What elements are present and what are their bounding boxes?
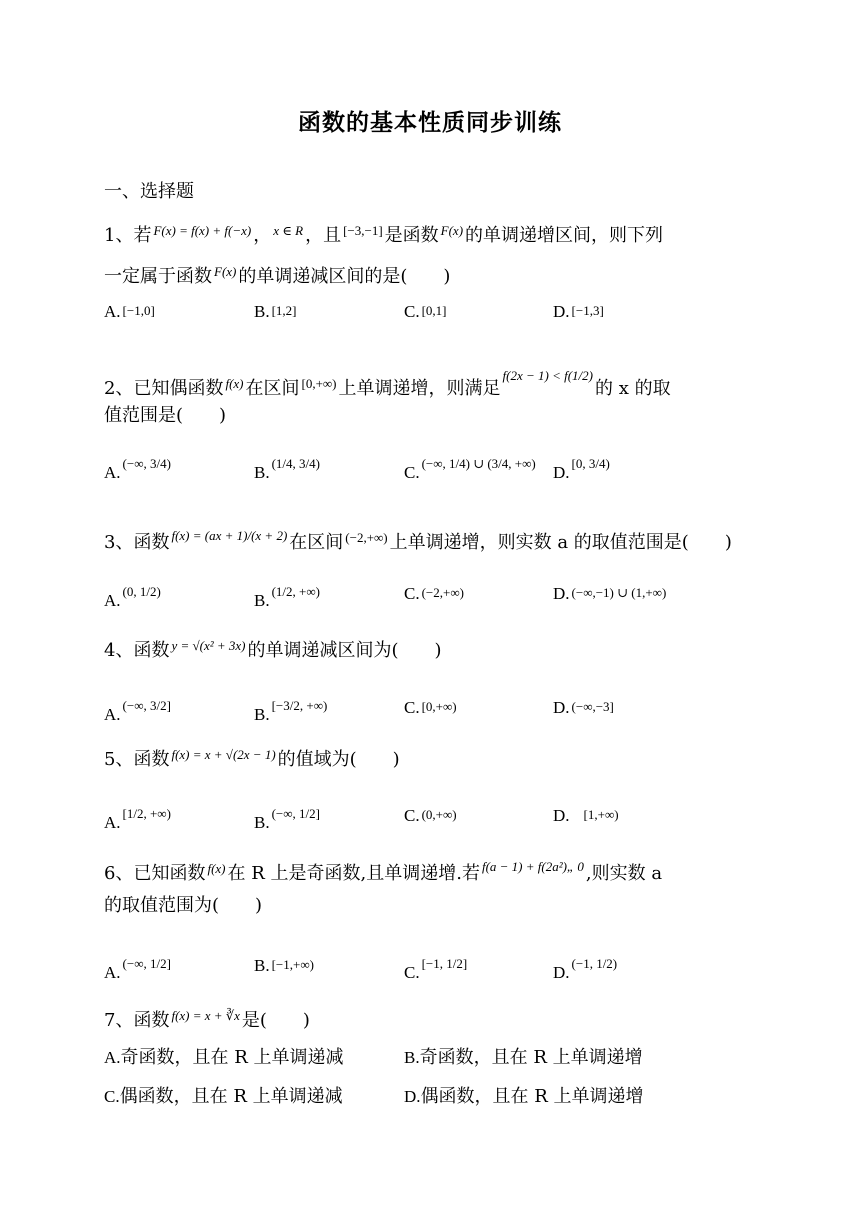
q2-option-b[interactable]: B. (1/4, 3/4)	[254, 456, 320, 482]
question-5-line-1: 5、函数 f(x) = x + √(2x − 1) 的值域为( )	[104, 743, 400, 772]
q4-option-c[interactable]: C. [0,+∞)	[404, 698, 457, 717]
q2-option-c[interactable]: C. (−∞, 1/4) ∪ (3/4, +∞)	[404, 456, 536, 482]
question-3-line-1: 3、函数 f(x) = (ax + 1)/(x + 2) 在区间 (−2,+∞) 上单调递增，则实数 a 的取值范围是( )	[104, 524, 732, 555]
section-heading: 一、选择题	[104, 181, 194, 202]
q6-option-b[interactable]: B. [−1,+∞)	[254, 956, 314, 975]
q1-interval: [−3,−1]	[343, 223, 383, 238]
q1-mid2: 是函数	[384, 225, 439, 246]
q3-interval: (−2,+∞)	[345, 530, 388, 545]
q6-option-a[interactable]: A. (−∞, 1/2]	[104, 956, 171, 982]
q1-line2b: 的单调递减区间的是( )	[238, 266, 451, 287]
q2-func: f(x)	[225, 376, 244, 391]
q1-option-d[interactable]: D. [−1,3]	[553, 302, 604, 321]
page-title: 函数的基本性质同步训练	[298, 110, 562, 136]
q1-mid: ，且	[305, 225, 342, 246]
q4-option-b[interactable]: B. [−3/2, +∞)	[254, 698, 328, 724]
question-1-line-1	[104, 219, 663, 248]
q6-func: f(x)	[207, 861, 226, 876]
q5-option-c[interactable]: C. (0,+∞)	[404, 806, 457, 825]
q5-option-a[interactable]: A. [1/2, +∞)	[104, 806, 171, 832]
q2-inequality: f(2x − 1) < f(1/2)	[502, 368, 593, 383]
q1-func: F(x)	[440, 223, 464, 238]
q5-option-d[interactable]: D. [1,+∞)	[553, 806, 619, 825]
q3-option-b[interactable]: B. (1/2, +∞)	[254, 584, 320, 610]
question-2-line-1: 2、已知偶函数 f(x) 在区间 [0,+∞) 上单调递增，则满足f(2x − 1) < f(1/2)的 x 的取	[104, 364, 671, 401]
q4-option-d[interactable]: D. (−∞,−3]	[553, 698, 614, 717]
question-6-line-1: 6、已知函数 f(x) 在 R 上是奇函数,且单调递增.若 f(a − 1) + f(2a²)„ 0 ,则实数 a	[104, 855, 662, 886]
q5-func: f(x) = x + √(2x − 1)	[171, 747, 276, 762]
q7-func: f(x) = x + ∛x	[171, 1008, 240, 1023]
q1-option-b[interactable]: B. [1,2]	[254, 302, 297, 321]
q5-option-b[interactable]: B. (−∞, 1/2]	[254, 806, 320, 832]
question-2-line-2: 值范围是( )	[104, 405, 227, 426]
q7-option-c[interactable]: C.偶函数，且在 R 上单调递减	[104, 1086, 343, 1107]
q7-option-d[interactable]: D.偶函数，且在 R 上单调递增	[404, 1086, 644, 1107]
question-1-line-2	[104, 260, 450, 289]
q2-option-d[interactable]: D. [0, 3/4)	[553, 456, 610, 482]
q1-option-c[interactable]: C. [0,1]	[404, 302, 447, 321]
q7-option-b[interactable]: B.奇函数，且在 R 上单调递增	[404, 1047, 643, 1068]
q1-option-a[interactable]: A. [−1,0]	[104, 302, 155, 321]
q4-option-a[interactable]: A. (−∞, 3/2]	[104, 698, 171, 724]
question-4-line-1: 4、函数 y = √(x² + 3x) 的单调递减区间为( )	[104, 634, 442, 663]
q7-option-a[interactable]: A.奇函数，且在 R 上单调递减	[104, 1047, 344, 1068]
q3-func: f(x) = (ax + 1)/(x + 2)	[171, 528, 288, 543]
q3-option-a[interactable]: A. (0, 1/2)	[104, 584, 161, 610]
q2-interval: [0,+∞)	[301, 376, 337, 391]
q1-line2a: 一定属于函数	[104, 266, 212, 287]
q6-condition: f(a − 1) + f(2a²)„ 0	[481, 859, 584, 874]
q3-option-d[interactable]: D. (−∞,−1) ∪ (1,+∞)	[553, 584, 667, 603]
question-6-line-2: 的取值范围为( )	[104, 895, 263, 916]
q6-option-d[interactable]: D. (−1, 1/2)	[553, 956, 618, 982]
q1-sep: ，	[253, 225, 272, 246]
q1-func-2: F(x)	[214, 264, 237, 279]
q1-formula-F: F(x) = f(x) + f(−x)	[153, 223, 252, 238]
q3-option-c[interactable]: C. (−2,+∞)	[404, 584, 464, 603]
q1-tail: 的单调递增区间，则下列	[465, 225, 664, 246]
q1-lead: 1、若	[104, 225, 152, 246]
q6-option-c[interactable]: C. [−1, 1/2]	[404, 956, 468, 982]
q1-domain: x ∈ R	[273, 223, 304, 238]
q4-func: y = √(x² + 3x)	[171, 638, 246, 653]
q2-option-a[interactable]: A. (−∞, 3/4)	[104, 456, 171, 482]
question-7-line-1: 7、函数 f(x) = x + ∛x 是( )	[104, 1004, 310, 1033]
